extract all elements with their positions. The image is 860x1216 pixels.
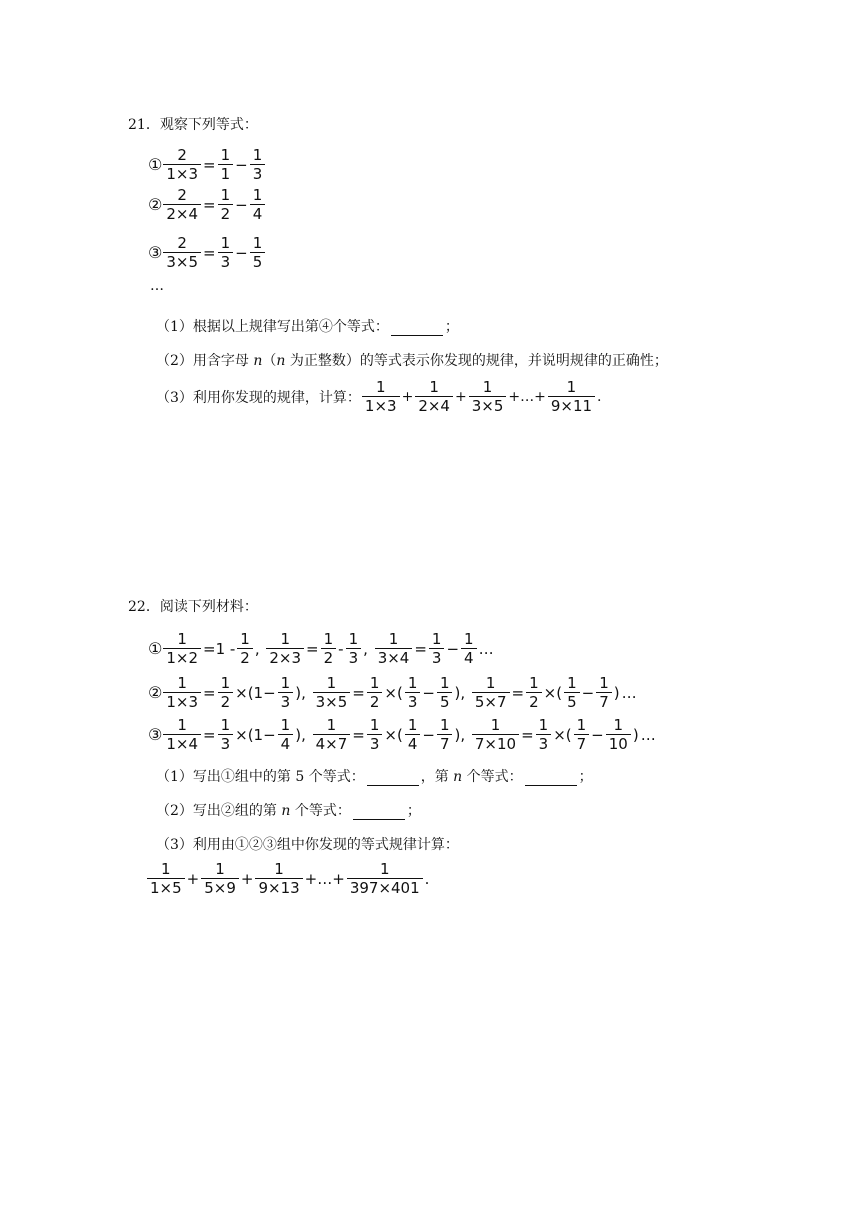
fraction: $\frac{1}{1\times 5}$ [147,860,185,897]
fraction: $\frac{1}{7}$ [574,716,590,753]
fraction: $\frac{1}{2}$ [321,630,337,667]
fraction: $\frac{1}{5}$ [250,234,266,271]
q22-calc-expression: $\frac{1}{1\times 5}$ + $\frac{1}{5\times 9}$ + $\frac{1}{9\times 13}$ +…+ $\frac{1}{397\times 401}$ . [146,860,430,897]
answer-blank[interactable] [367,771,419,786]
fraction: $\frac{1}{9\times 13}$ [255,860,302,897]
fraction: $\frac{1}{3}$ [218,716,234,753]
circled-number: ② [148,683,163,702]
fraction: $\frac{1}{5\times 7}$ [472,674,510,711]
q22-part-1: （1）写出①组中的第 5 个等式： ，第 n 个等式： ； [156,769,593,785]
ellipsis: … [150,278,164,294]
fraction: $\frac{1}{7}$ [437,716,453,753]
answer-blank[interactable] [391,321,443,336]
fraction: $\frac{1}{3\times 5}$ [313,674,351,711]
fraction: $\frac{1}{7}$ [596,674,612,711]
fraction: $\frac{1}{2}$ [218,186,234,223]
q22-part-3: （3）利用由①②③组中你发现的等式规律计算： [156,837,459,853]
fraction: $\frac{1}{5\times 9}$ [201,860,239,897]
fraction: $\frac{1}{3}$ [346,630,362,667]
q22-row-3: ③ $\frac{1}{1\times 4}$ = $\frac{1}{3}$ ×(1− $\frac{1}{4}$ ), $\frac{1}{4\times 7}$ = $\frac{1}{3}$ ×( $\frac{1}{4}$ − $\frac{1}{7}$ ), $\frac{1}{7\times 10}$ = $\frac{1}{3}$ ×( $\frac{1}{7}$ − $\frac{1}{10}$ ) … [148,716,656,753]
q22-row-2: ② $\frac{1}{1\times 3}$ = $\frac{1}{2}$ ×(1− $\frac{1}{3}$ ), $\frac{1}{3\times 5}$ = $\frac{1}{2}$ ×( $\frac{1}{3}$ − $\frac{1}{5}$ ), $\frac{1}{5\times 7}$ = $\frac{1}{2}$ ×( $\frac{1}{5}$ − $\frac{1}{7}$ ) … [148,674,637,711]
fraction: $\frac{1}{3}$ [536,716,552,753]
fraction: $\frac{1}{2\times 3}$ [266,630,304,667]
fraction: $\frac{1}{4}$ [250,186,266,223]
fraction: $\frac{1}{3\times 4}$ [375,630,413,667]
fraction: $\frac{1}{1\times 4}$ [163,716,201,753]
fraction: $\frac{1}{3}$ [367,716,383,753]
fraction: $\frac{1}{3}$ [429,630,445,667]
fraction: $\frac{1}{4}$ [461,630,477,667]
fraction: $\frac{1}{4}$ [405,716,421,753]
circled-number: ③ [148,725,163,744]
circled-number: ① [148,155,163,174]
q22-part-2: （2）写出②组的第 n 个等式： ； [156,803,421,819]
fraction: $\frac{1}{2}$ [218,674,234,711]
answer-blank[interactable] [353,805,405,820]
fraction: $\frac{1}{2\times 4}$ [415,378,453,415]
fraction: $\frac{1}{3}$ [250,146,266,183]
fraction: $\frac{1}{5}$ [564,674,580,711]
q21-part-1: （1）根据以上规律写出第④个等式： ； [156,319,459,335]
answer-blank[interactable] [525,771,577,786]
fraction: $\frac{2}{2\times 4}$ [163,186,201,223]
circled-number: ③ [148,243,163,262]
fraction: $\frac{2}{3\times 5}$ [163,234,201,271]
q22-title: 22．阅读下列材料： [128,599,258,615]
fraction: $\frac{1}{1\times 3}$ [362,378,400,415]
fraction: $\frac{1}{3}$ [405,674,421,711]
fraction: $\frac{1}{9\times 11}$ [548,378,595,415]
fraction: $\frac{1}{2}$ [367,674,383,711]
fraction: $\frac{1}{1\times 3}$ [163,674,201,711]
circled-number: ① [148,639,163,658]
fraction: $\frac{1}{3\times 5}$ [469,378,507,415]
fraction: $\frac{1}{3}$ [218,234,234,271]
fraction: $\frac{1}{397\times 401}$ [347,860,423,897]
fraction: $\frac{1}{2}$ [237,630,253,667]
fraction: $\frac{1}{1\times 2}$ [163,630,201,667]
fraction: $\frac{2}{1\times 3}$ [163,146,201,183]
fraction: $\frac{1}{4}$ [278,716,294,753]
circled-number: ② [148,195,163,214]
q21-eq-3: ③ $\frac{2}{3\times 5}$ = $\frac{1}{3}$ − $\frac{1}{5}$ [148,234,266,271]
fraction: $\frac{1}{2}$ [526,674,542,711]
fraction: $\frac{1}{7\times 10}$ [472,716,519,753]
q21-part-2: （2）用含字母 n（n 为正整数）的等式表示你发现的规律，并说明规律的正确性； [156,353,668,369]
q21-title: 21．观察下列等式： [128,117,258,133]
fraction: $\frac{1}{4\times 7}$ [313,716,351,753]
q21-part-3: （3）利用你发现的规律，计算： $\frac{1}{1\times 3}$ + $\frac{1}{2\times 4}$ + $\frac{1}{3\times 5}$ +…+ $\frac{1}{9\times 11}$ . [156,378,602,415]
fraction: $\frac{1}{3}$ [278,674,294,711]
fraction: $\frac{1}{10}$ [606,716,631,753]
fraction: $\frac{1}{5}$ [437,674,453,711]
fraction: $\frac{1}{1}$ [218,146,234,183]
q22-row-1: ① $\frac{1}{1\times 2}$ =1 - $\frac{1}{2}$ , $\frac{1}{2\times 3}$ = $\frac{1}{2}$ - $\frac{1}{3}$ , $\frac{1}{3\times 4}$ = $\frac{1}{3}$ − $\frac{1}{4}$ … [148,630,494,667]
q21-eq-1: ① $\frac{2}{1\times 3}$ = $\frac{1}{1}$ − $\frac{1}{3}$ [148,146,266,183]
q21-eq-2: ② $\frac{2}{2\times 4}$ = $\frac{1}{2}$ − $\frac{1}{4}$ [148,186,266,223]
